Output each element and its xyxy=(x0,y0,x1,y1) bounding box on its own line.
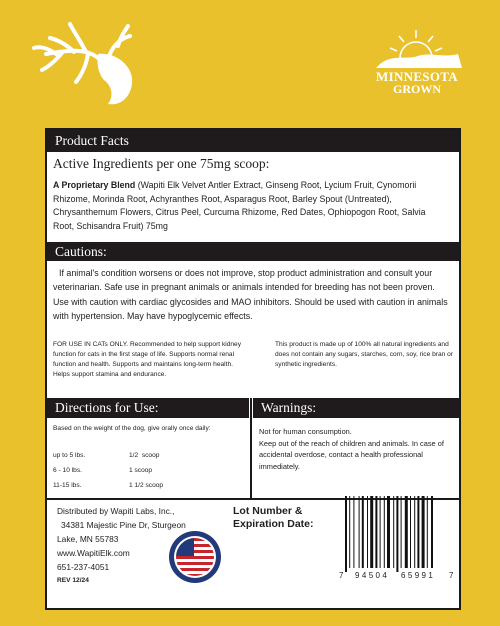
barcode-bar xyxy=(362,496,364,568)
lot-number-label: Lot Number & xyxy=(233,505,303,517)
barcode-bar xyxy=(387,496,390,568)
cautions-header xyxy=(47,242,459,261)
dosage-weight: 11-15 lbs. xyxy=(53,482,82,489)
cats-note: FOR USE IN CATs ONLY. Recommended to help support kidney function for cats in the first stage of life. Supports normal renal function and health. Supports and maintains long-term health. Helps support stamina and endurance. xyxy=(53,341,241,378)
product-label-panel xyxy=(45,128,461,610)
mn-logo-line2: GROWN xyxy=(393,82,441,96)
blend-text: (Wapiti Elk Velvet Antler Extract, Ginseng Root, Lycium Fruit, Cynomorii Rhizome, Morinda Root, Achyranthes Root, Asparagus Root, Barley Spout (Untreated), Chrysanthemum Flowers, Citrus Peel, Curcuma Rhizome, Red Dates, Ophiopogon Root, Salvia Root, Schisandra Fruit) 75mg xyxy=(53,180,426,231)
cautions-text: If animal's condition worsens or does not improve, stop product administration and consult your veterinarian. Safe use in pregnant animals or animals intended for breeding has not been proven. Use with caution with cardiac glycosides and MAO inhibitors. Should be used with caution in animals with hypertension. May have hypoglycemic effects. xyxy=(53,268,448,322)
blend-title: A Proprietary Blend xyxy=(53,180,136,190)
product-facts-header xyxy=(47,130,459,152)
barcode-bar xyxy=(422,496,425,568)
barcode xyxy=(337,494,459,588)
warnings-header xyxy=(253,398,459,418)
directions-header xyxy=(47,398,249,418)
column-divider xyxy=(250,398,252,498)
barcode-bar xyxy=(384,496,385,568)
barcode-bar xyxy=(375,496,377,568)
barcode-bar xyxy=(414,496,415,568)
barcode-bar xyxy=(393,496,394,568)
barcode-bar xyxy=(380,496,381,568)
revision-code: REV 12/24 xyxy=(57,577,89,584)
barcode-bar xyxy=(367,496,368,568)
veteran-owned-seal xyxy=(168,530,222,584)
natural-ingredients-note: This product is made up of 100% all natural ingredients and does not contain any sugars, starches, corn, soy, rice bran or synthetic ingredients. xyxy=(275,341,453,368)
warning-line-2: Keep out of the reach of children and animals. In case of accidental overdose, contact a health professional immediately. xyxy=(259,439,444,471)
dosage-row xyxy=(53,482,243,489)
barcode-bar xyxy=(410,496,411,568)
cautions-title: Cautions: xyxy=(55,244,107,259)
dosage-row xyxy=(53,467,243,474)
barcode-digits-right: 65991 xyxy=(401,571,436,580)
dosage-weight: up to 5 lbs. xyxy=(53,452,86,459)
warning-line-1: Not for human consumption. xyxy=(259,427,352,436)
barcode-digit-trail: 7 xyxy=(449,571,454,580)
website-link[interactable]: www.WapitiElk.com xyxy=(57,548,130,558)
barcode-digit-lead: 7 xyxy=(339,571,344,580)
barcode-bar xyxy=(401,496,402,568)
warnings-title: Warnings: xyxy=(261,400,317,415)
barcode-bar xyxy=(345,496,347,572)
dosage-amount: 1/2 scoop xyxy=(129,452,160,459)
elk-head-logo xyxy=(28,18,148,108)
dosage-amount: 1 scoop xyxy=(129,467,153,474)
dosage-row xyxy=(53,452,243,459)
dosage-weight: 6 - 10 lbs. xyxy=(53,467,82,474)
product-facts-title: Product Facts xyxy=(55,133,129,148)
ingredient-blend xyxy=(53,179,445,233)
phone-number: 651-237-4051 xyxy=(57,562,110,572)
barcode-bar xyxy=(431,496,433,568)
barcode-bar xyxy=(353,496,354,568)
dosage-amount: 1 1/2 scoop xyxy=(129,482,164,489)
distributor-line-1: Distributed by Wapiti Labs, Inc., xyxy=(57,506,175,516)
mn-logo-line1: MINNESOTA xyxy=(376,69,458,84)
barcode-digits-left: 94504 xyxy=(355,571,390,580)
active-ingredients-heading: Active Ingredients per one 75mg scoop: xyxy=(53,156,270,171)
barcode-bar xyxy=(359,496,360,568)
barcode-bar xyxy=(396,496,398,572)
expiration-date-label: Expiration Date: xyxy=(233,518,314,530)
directions-title: Directions for Use: xyxy=(55,400,159,415)
distributor-line-2: 34381 Majestic Pine Dr, Sturgeon xyxy=(61,520,186,530)
barcode-bar xyxy=(349,496,350,568)
barcode-bar xyxy=(370,496,373,568)
barcode-bar xyxy=(405,496,408,568)
directions-intro: Based on the weight of the dog, give orally once daily: xyxy=(53,425,211,432)
distributor-line-3: Lake, MN 55783 xyxy=(57,534,119,544)
barcode-bar xyxy=(427,496,428,568)
barcode-bar xyxy=(417,496,419,568)
minnesota-grown-logo xyxy=(362,24,472,96)
